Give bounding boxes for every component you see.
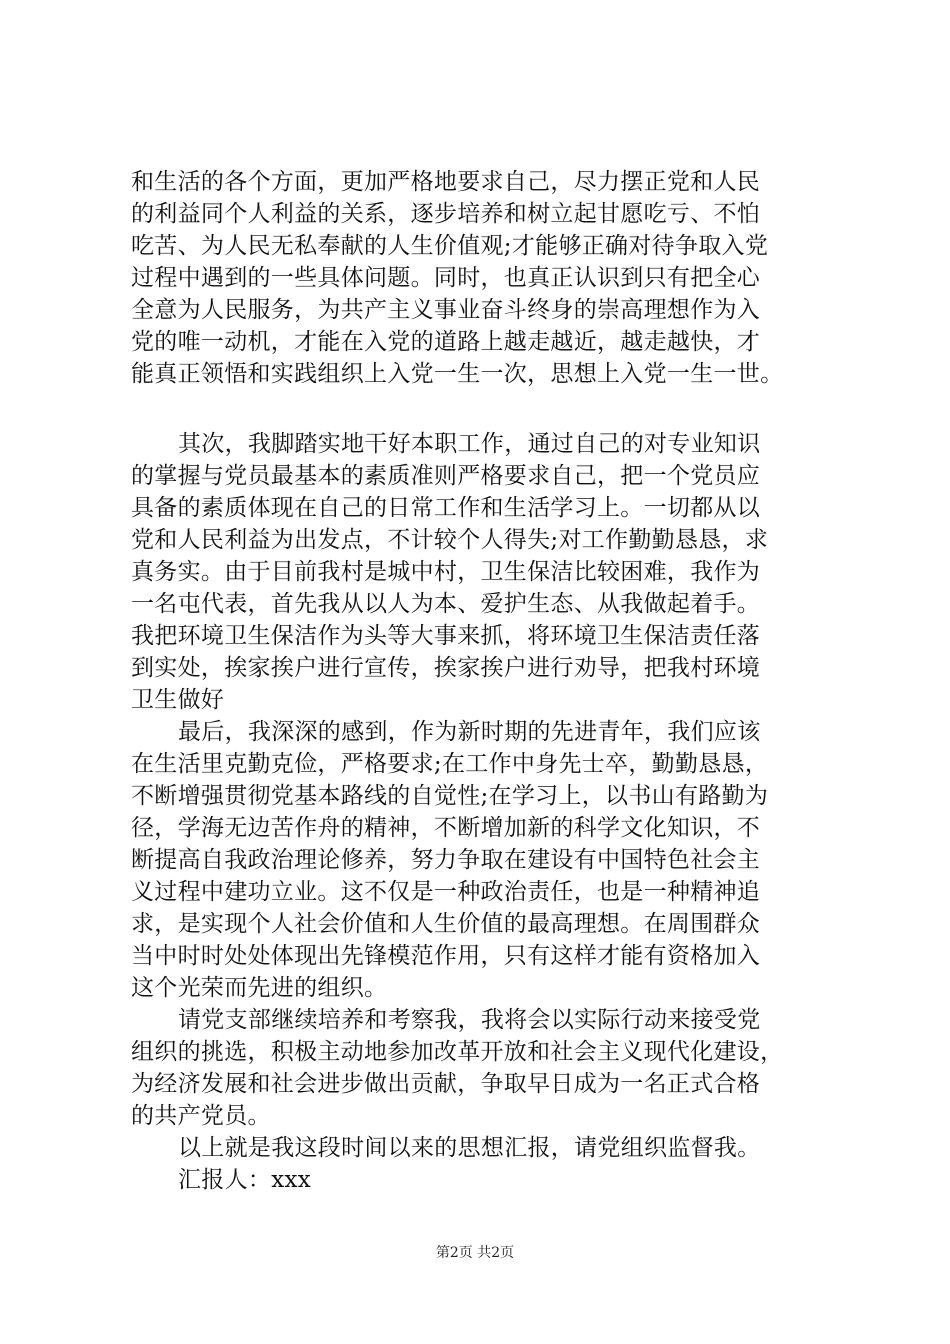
closing-statement: 以上就是我这段时间以来的思想汇报，请党组织监督我。 [178, 1135, 761, 1161]
text-line: 卫生做好 [131, 687, 225, 713]
signature: 汇报人：xxx [178, 1167, 312, 1193]
paragraph-last [131, 716, 851, 1004]
text-line: 真务实。由于目前我村是城中村，卫生保洁比较困难，我作为 [131, 559, 761, 585]
text-line: 和生活的各个方面，更加严格地要求自己，尽力摆正党和人民 [131, 169, 761, 195]
text-line: 组织的挑选，积极主动地参加改革开放和社会主义现代化建设， [131, 1039, 784, 1065]
text-line: 党的唯一动机，才能在入党的道路上越走越近，越走越快，才 [131, 329, 761, 355]
text-line: 径，学海无边苦作舟的精神，不断增加新的科学文化知识，不 [131, 815, 761, 841]
text-line: 我把环境卫生保洁作为头等大事来抓，将环境卫生保洁责任落 [131, 623, 761, 649]
text-line: 在生活里克勤克俭，严格要求;在工作中身先士卒，勤勤恳恳， [131, 751, 769, 777]
text-line: 最后，我深深的感到，作为新时期的先进青年，我们应该 [178, 719, 761, 745]
text-line: 求，是实现个人社会价值和人生价值的最高理想。在周围群众 [131, 911, 761, 937]
text-line: 这个光荣而先进的组织。 [131, 975, 388, 1001]
text-line: 断提高自我政治理论修养，努力争取在建设有中国特色社会主 [131, 847, 761, 873]
text-line: 具备的素质体现在自己的日常工作和生活学习上。一切都从以 [131, 495, 761, 521]
paragraph-request [131, 1004, 851, 1132]
text-line: 的利益同个人利益的关系，逐步培养和树立起甘愿吃亏、不怕 [131, 201, 761, 227]
text-line: 全意为人民服务，为共产主义事业奋斗终身的崇高理想作为入 [131, 297, 761, 323]
paragraph-gap [131, 390, 851, 428]
text-line: 党和人民利益为出发点，不计较个人得失;对工作勤勤恳恳，求 [131, 527, 769, 553]
document-body [131, 166, 851, 1196]
text-line: 的掌握与党员最基本的素质准则严格要求自己，把一个党员应 [131, 463, 761, 489]
text-line: 为经济发展和社会进步做出贡献，争取早日成为一名正式合格 [131, 1071, 761, 1097]
text-line: 到实处，挨家挨户进行宣传，挨家挨户进行劝导，把我村环境 [131, 655, 761, 681]
text-line: 其次，我脚踏实地干好本职工作，通过自己的对专业知识 [178, 431, 761, 457]
paragraph-continued [131, 166, 851, 390]
text-line: 当中时时处处体现出先锋模范作用，只有这样才能有资格加入 [131, 943, 761, 969]
text-line: 义过程中建功立业。这不仅是一种政治责任，也是一种精神追 [131, 879, 761, 905]
text-line: 吃苦、为人民无私奉献的人生价值观;才能够正确对待争取入党 [131, 233, 769, 259]
text-line: 的共产党员。 [131, 1103, 271, 1129]
text-line: 能真正领悟和实践组织上入党一生一次，思想上入党一生一世。 [131, 361, 784, 387]
text-line: 一名屯代表，首先我从以人为本、爱护生态、从我做起着手。 [131, 591, 761, 617]
text-line: 请党支部继续培养和考察我，我将会以实际行动来接受党 [178, 1007, 761, 1033]
text-line: 不断增强贯彻党基本路线的自觉性;在学习上，以书山有路勤为 [131, 783, 769, 809]
text-line: 过程中遇到的一些具体问题。同时，也真正认识到只有把全心 [131, 265, 761, 291]
paragraph-second [131, 428, 851, 716]
page-number-footer: 第2页 共2页 [435, 1245, 515, 1261]
